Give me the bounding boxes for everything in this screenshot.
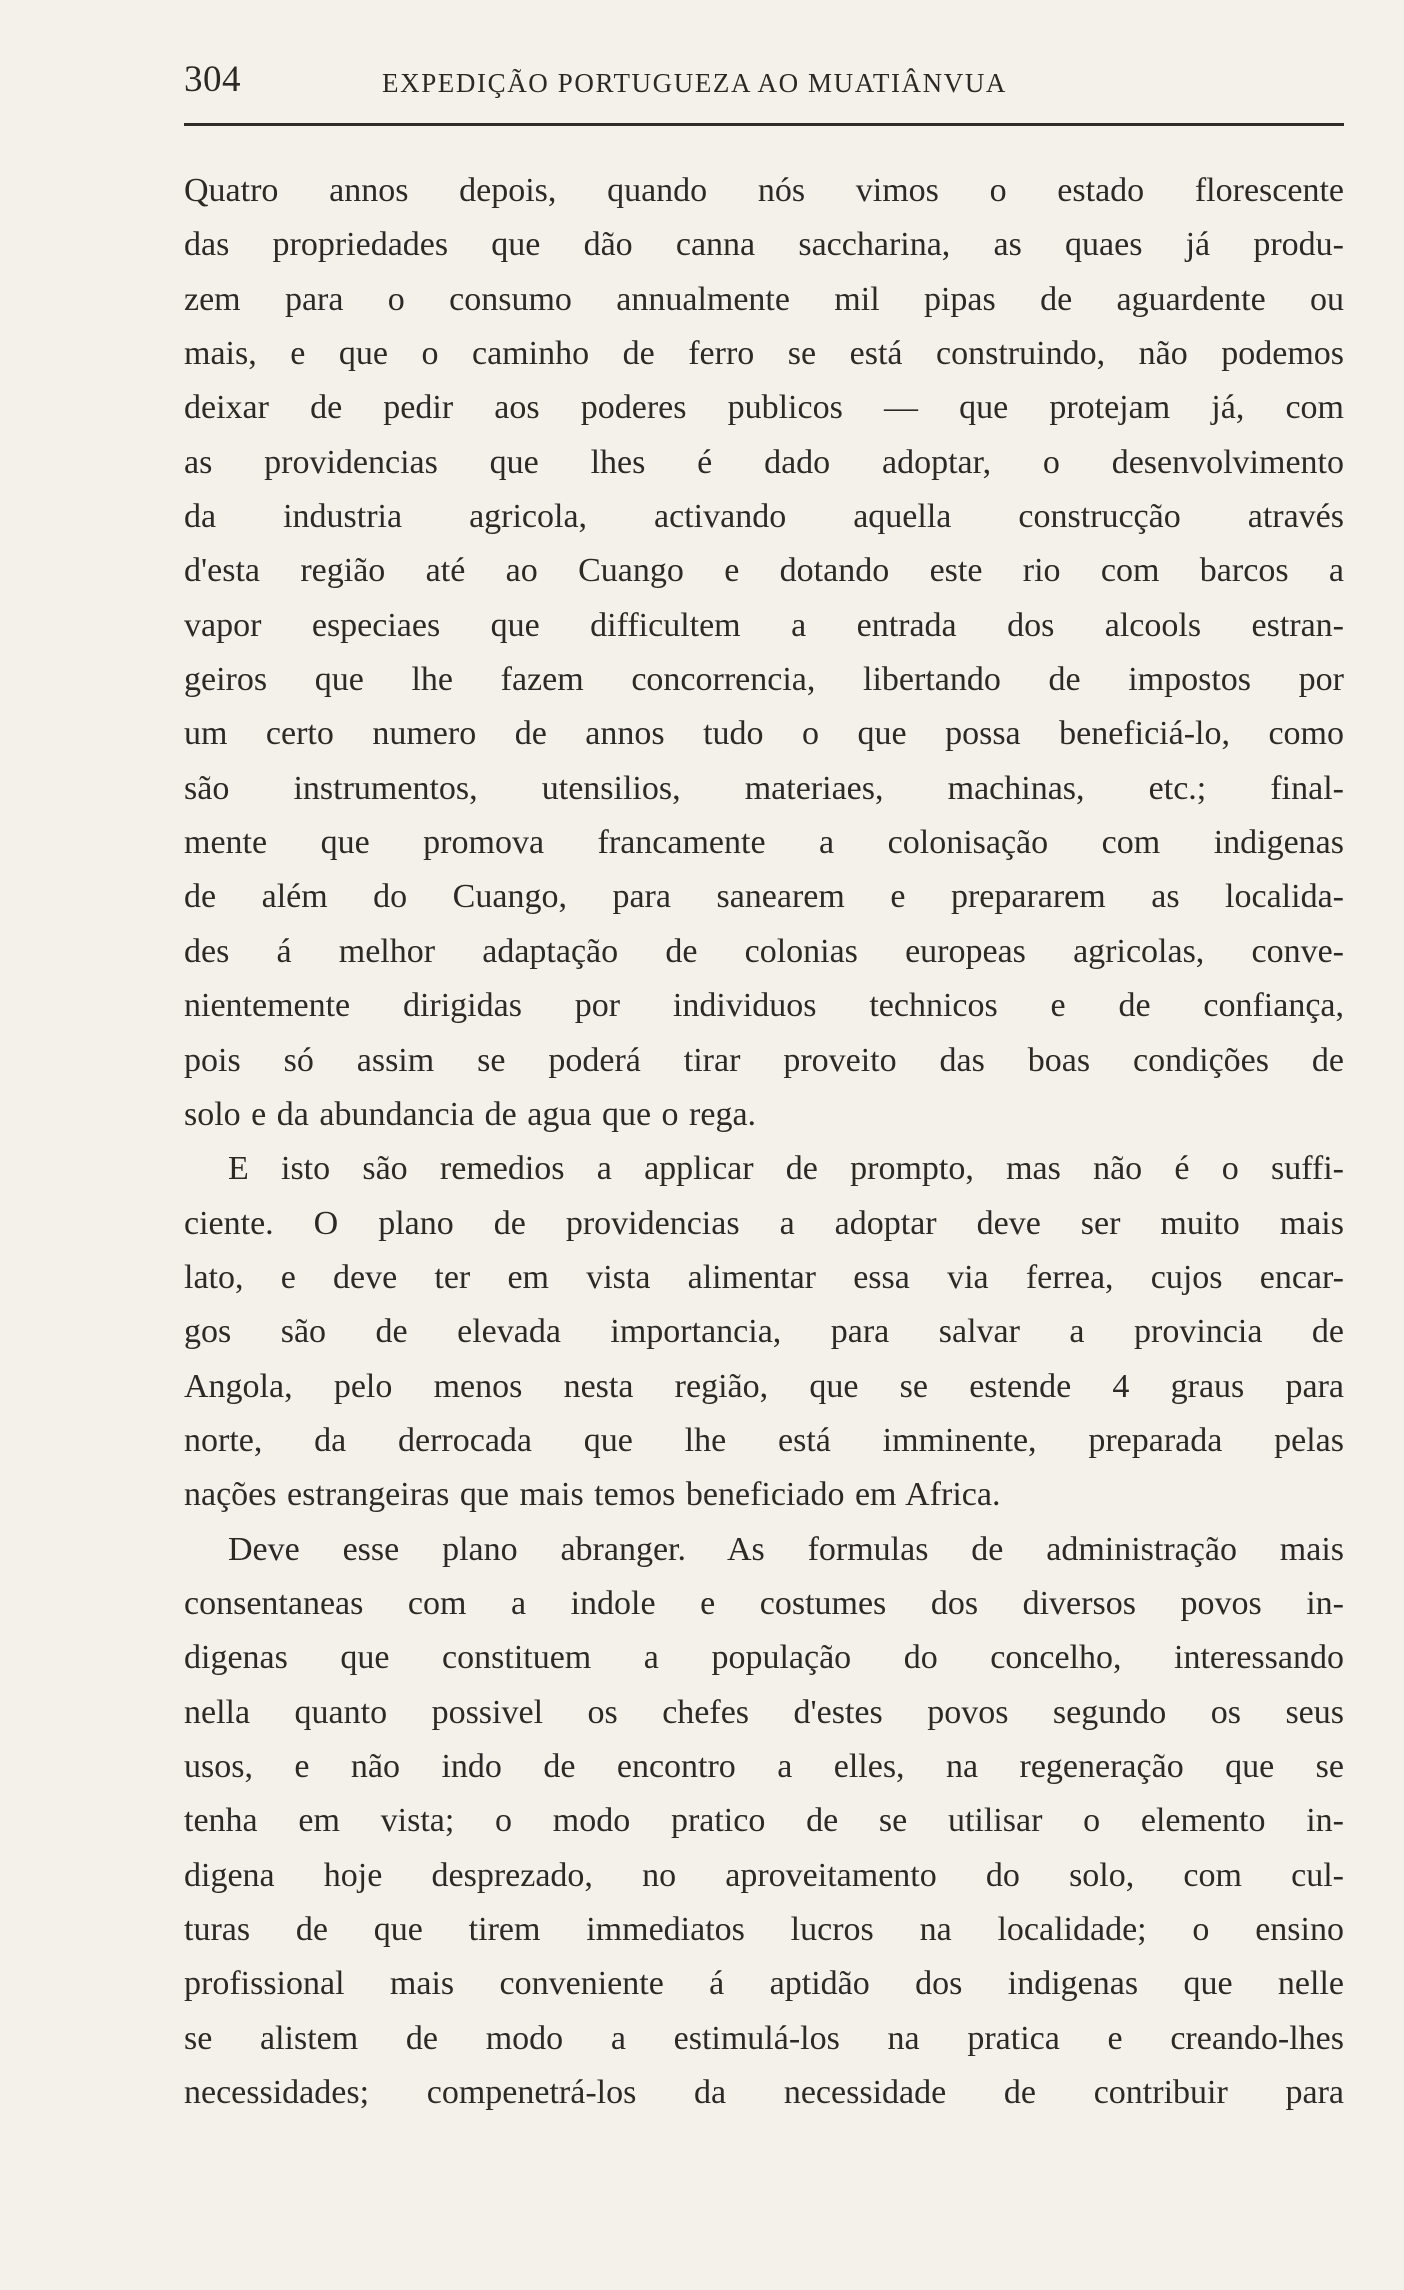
text-line: tenha em vista; o modo pratico de se utilisar o elemento in- xyxy=(184,1802,1344,1840)
page-number: 304 xyxy=(184,59,241,100)
text-line: usos, e não indo de encontro a elles, na regeneração que se xyxy=(184,1747,1344,1785)
text-line: turas de que tirem immediatos lucros na localidade; o ensino xyxy=(184,1911,1344,1948)
text-line: mente que promova francamente a colonisação com indigenas xyxy=(184,824,1344,862)
text-line: um certo numero de annos tudo o que possa beneficiá-lo, como xyxy=(184,715,1344,753)
text-line: Quatro annos depois, quando nós vimos o estado florescente xyxy=(184,172,1344,209)
text-line: Angola, pelo menos nesta região, que se estende 4 graus para xyxy=(184,1367,1344,1405)
text-line: digenas que constituem a população do concelho, interessando xyxy=(184,1639,1344,1677)
text-line: d'esta região até ao Cuango e dotando este rio com barcos a xyxy=(184,552,1344,590)
text-line: solo e da abundancia de agua que o rega. xyxy=(184,1095,757,1133)
text-line: nientemente dirigidas por individuos technicos e de confiança, xyxy=(184,987,1344,1025)
text-line: profissional mais conveniente á aptidão dos indigenas que nelle xyxy=(184,1965,1344,2003)
text-line: mais, e que o caminho de ferro se está construindo, não podemos xyxy=(184,335,1344,373)
text-line: da industria agricola, activando aquella construcção através xyxy=(184,498,1344,536)
text-line: pois só assim se poderá tirar proveito das boas condições de xyxy=(184,1041,1344,1079)
text-line: nella quanto possivel os chefes d'estes povos segundo os seus xyxy=(184,1693,1344,1731)
text-line: ciente. O plano de providencias a adoptar deve ser muito mais xyxy=(184,1204,1344,1242)
text-line: deixar de pedir aos poderes publicos — que protejam já, com xyxy=(184,389,1344,427)
text-line: gos são de elevada importancia, para salvar a provincia de xyxy=(184,1313,1344,1351)
text-line: se alistem de modo a estimulá-los na pratica e creando-lhes xyxy=(184,2019,1344,2057)
page-header xyxy=(184,58,1344,108)
text-line: vapor especiaes que difficultem a entrada dos alcools estran- xyxy=(184,606,1344,644)
text-line: consentaneas com a indole e costumes dos diversos povos in- xyxy=(184,1584,1344,1622)
text-line: digena hoje desprezado, no aproveitamento do solo, com cul- xyxy=(184,1856,1344,1894)
text-line: as providencias que lhes é dado adoptar, o desenvolvimento xyxy=(184,443,1344,481)
running-title: EXPEDIÇÃO PORTUGUEZA AO MUATIÂNVUA xyxy=(382,68,1008,98)
text-line: E isto são remedios a applicar de prompto, mas não é o suffi- xyxy=(228,1150,1344,1188)
text-line: são instrumentos, utensilios, materiaes, machinas, etc.; final- xyxy=(184,769,1344,807)
text-line: de além do Cuango, para sanearem e prepararem as localida- xyxy=(184,878,1344,916)
body-text xyxy=(184,164,1344,2120)
text-line: geiros que lhe fazem concorrencia, libertando de impostos por xyxy=(184,661,1344,699)
text-line: necessidades; compenetrá-los da necessidade de contribuir para xyxy=(184,2074,1344,2112)
header-rule xyxy=(184,123,1344,126)
text-line: nações estrangeiras que mais temos beneficiado em Africa. xyxy=(184,1476,1001,1514)
text-line: Deve esse plano abranger. As formulas de administração mais xyxy=(228,1530,1344,1568)
text-line: des á melhor adaptação de colonias europeas agricolas, conve- xyxy=(184,932,1344,970)
text-line: lato, e deve ter em vista alimentar essa via ferrea, cujos encar- xyxy=(184,1258,1344,1296)
text-line: zem para o consumo annualmente mil pipas de aguardente ou xyxy=(184,280,1344,318)
text-line: norte, da derrocada que lhe está imminente, preparada pelas xyxy=(184,1421,1344,1459)
text-line: das propriedades que dão canna saccharina, as quaes já produ- xyxy=(184,226,1344,264)
